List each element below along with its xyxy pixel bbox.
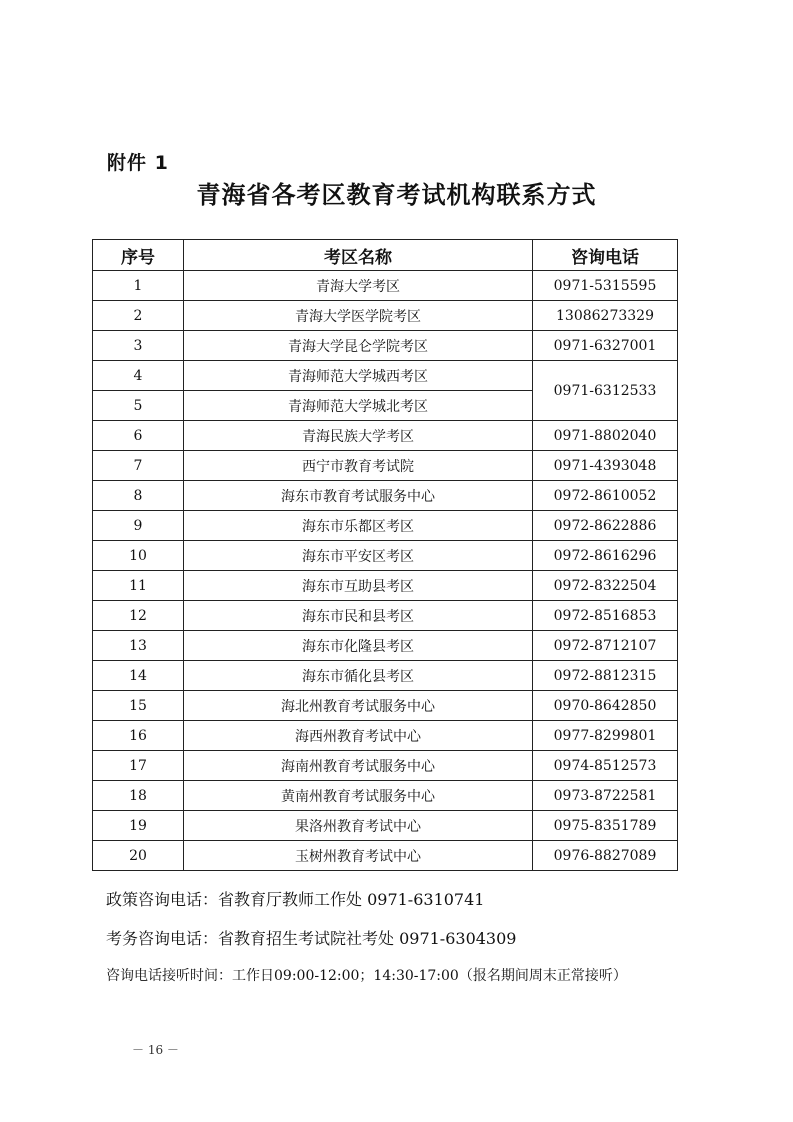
- table-row: [93, 301, 678, 331]
- row-phone: 0972-8616296: [533, 541, 678, 571]
- row-name: 海东市循化县考区: [184, 661, 533, 691]
- row-no: 2: [93, 301, 184, 331]
- policy-contact-note: 政策咨询电话：省教育厅教师工作处 0971-6310741: [106, 890, 485, 909]
- row-phone: 0972-8516853: [533, 601, 678, 631]
- row-phone: 0973-8722581: [533, 781, 678, 811]
- table-row: [93, 511, 678, 541]
- table-row: [93, 691, 678, 721]
- contacts-table: [92, 239, 678, 871]
- row-no: 8: [93, 481, 184, 511]
- row-phone: 0972-8812315: [533, 661, 678, 691]
- table-header-row: [93, 240, 678, 271]
- row-phone: 0971-8802040: [533, 421, 678, 451]
- table-row: [93, 721, 678, 751]
- row-name: 青海师范大学城西考区: [184, 361, 533, 391]
- table-row: [93, 781, 678, 811]
- table-row: [93, 271, 678, 301]
- table-row: [93, 841, 678, 871]
- row-name: 黄南州教育考试服务中心: [184, 781, 533, 811]
- row-phone: 13086273329: [533, 301, 678, 331]
- row-phone: 0971-5315595: [533, 271, 678, 301]
- row-no: 19: [93, 811, 184, 841]
- table-row: [93, 361, 678, 391]
- page-number: － 16 －: [132, 1043, 179, 1057]
- row-name: 海西州教育考试中心: [184, 721, 533, 751]
- attachment-label: 附件 1: [107, 152, 169, 174]
- row-name: 海北州教育考试服务中心: [184, 691, 533, 721]
- row-no: 14: [93, 661, 184, 691]
- table-row: [93, 661, 678, 691]
- header-phone: 咨询电话: [533, 240, 678, 271]
- affairs-contact-note: 考务咨询电话：省教育招生考试院社考处 0971-6304309: [106, 929, 517, 948]
- row-no: 1: [93, 271, 184, 301]
- table-row: [93, 331, 678, 361]
- table-row: [93, 571, 678, 601]
- row-phone: 0972-8610052: [533, 481, 678, 511]
- row-no: 10: [93, 541, 184, 571]
- table-row: [93, 601, 678, 631]
- table-row: [93, 481, 678, 511]
- row-no: 3: [93, 331, 184, 361]
- row-no: 15: [93, 691, 184, 721]
- row-phone: 0972-8322504: [533, 571, 678, 601]
- row-phone: 0971-4393048: [533, 451, 678, 481]
- row-name: 青海大学医学院考区: [184, 301, 533, 331]
- table-row: [93, 451, 678, 481]
- row-phone: 0977-8299801: [533, 721, 678, 751]
- row-no: 17: [93, 751, 184, 781]
- table-row: [93, 421, 678, 451]
- row-no: 18: [93, 781, 184, 811]
- row-no: 4: [93, 361, 184, 391]
- row-no: 7: [93, 451, 184, 481]
- row-name: 西宁市教育考试院: [184, 451, 533, 481]
- row-no: 9: [93, 511, 184, 541]
- row-phone-merged: 0971-6312533: [533, 361, 678, 421]
- row-name: 海东市民和县考区: [184, 601, 533, 631]
- row-name: 果洛州教育考试中心: [184, 811, 533, 841]
- row-no: 5: [93, 391, 184, 421]
- row-name: 海东市乐都区考区: [184, 511, 533, 541]
- row-name: 海东市互助县考区: [184, 571, 533, 601]
- row-name: 青海大学考区: [184, 271, 533, 301]
- document-title: 青海省各考区教育考试机构联系方式: [196, 181, 597, 209]
- row-no: 16: [93, 721, 184, 751]
- row-phone: 0975-8351789: [533, 811, 678, 841]
- row-phone: 0972-8712107: [533, 631, 678, 661]
- row-phone: 0974-8512573: [533, 751, 678, 781]
- row-name: 海东市化隆县考区: [184, 631, 533, 661]
- header-name: 考区名称: [184, 240, 533, 271]
- table-row: [93, 631, 678, 661]
- row-name: 海南州教育考试服务中心: [184, 751, 533, 781]
- table-row: [93, 541, 678, 571]
- hours-note: 咨询电话接听时间：工作日09:00-12:00；14:30-17:00（报名期间周末正常接听）: [106, 968, 627, 984]
- row-name: 青海师范大学城北考区: [184, 391, 533, 421]
- row-phone: 0970-8642850: [533, 691, 678, 721]
- row-no: 13: [93, 631, 184, 661]
- header-no: 序号: [93, 240, 184, 271]
- row-name: 青海民族大学考区: [184, 421, 533, 451]
- table-row: [93, 751, 678, 781]
- row-no: 20: [93, 841, 184, 871]
- row-name: 青海大学昆仑学院考区: [184, 331, 533, 361]
- row-phone: 0971-6327001: [533, 331, 678, 361]
- row-phone: 0972-8622886: [533, 511, 678, 541]
- table-row: [93, 811, 678, 841]
- row-phone: 0976-8827089: [533, 841, 678, 871]
- row-name: 玉树州教育考试中心: [184, 841, 533, 871]
- row-no: 12: [93, 601, 184, 631]
- row-no: 11: [93, 571, 184, 601]
- row-no: 6: [93, 421, 184, 451]
- row-name: 海东市平安区考区: [184, 541, 533, 571]
- row-name: 海东市教育考试服务中心: [184, 481, 533, 511]
